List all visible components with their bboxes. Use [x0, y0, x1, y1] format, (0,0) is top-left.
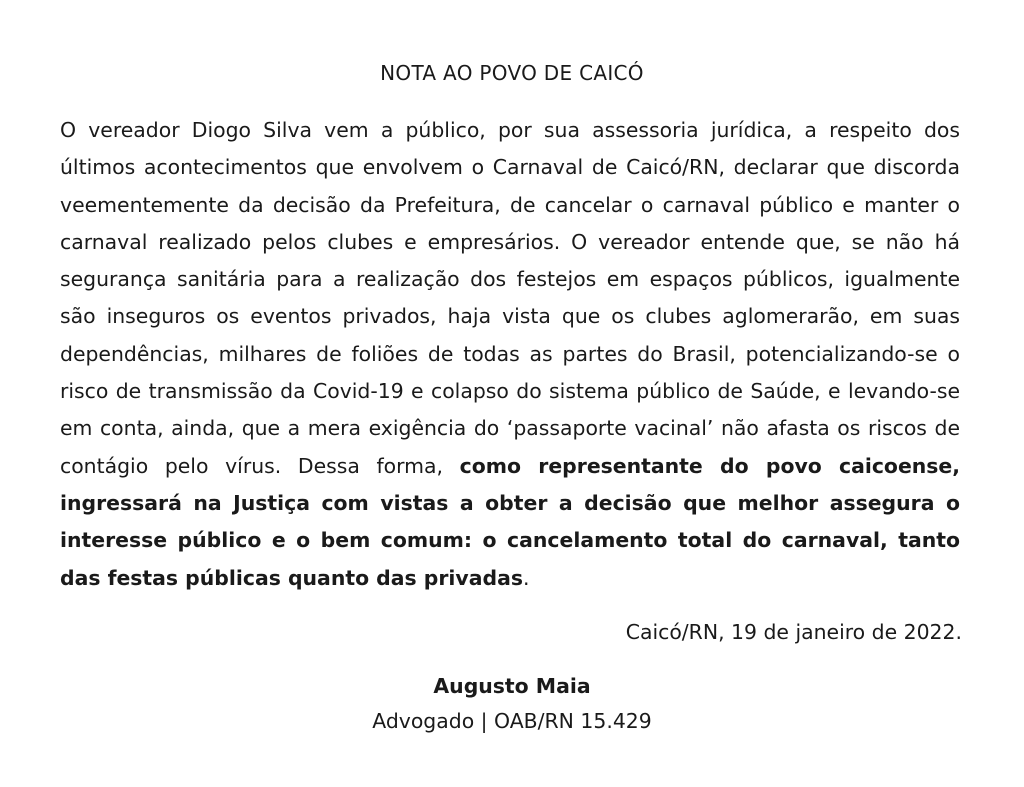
document-title: NOTA AO POVO DE CAICÓ — [380, 61, 644, 85]
signer-name: Augusto Maia — [433, 674, 591, 698]
body-text-normal: O vereador Diogo Silva vem a público, por sua assessoria jurídica, a respeito dos últimos acontecimentos que envolvem o Carnaval de Caicó/RN, declarar que discorda veementemente da decisão da Prefeitura, de cancelar o carnaval público e manter o carnaval realizado pelos clubes e empresários. O vereador entende que, se não há segurança sanitária para a realização dos festejos em espaços públicos, igualmente são inseguros os eventos privados, haja vista que os clubes aglomerarão, em suas dependências, milhares de foliões de todas as partes do Brasil, potencializando-se o risco de transmissão da Covid-19 e colapso do sistema público de Saúde, e levando-se em conta, ainda, que a mera exigência do ‘passaporte vacinal’ não afasta os riscos de contágio pelo vírus. Dessa forma, — [60, 118, 960, 478]
body-text-end: . — [522, 565, 530, 590]
signer-role: Advogado | OAB/RN 15.429 — [372, 709, 652, 733]
date-line: Caicó/RN, 19 de janeiro de 2022. — [625, 620, 962, 644]
note-body — [60, 112, 960, 597]
body-text-bold: como representante do povo caicoense, ingressará na Justiça com vistas a obter a decisão que melhor assegura o interesse público e o bem comum: o cancelamento total do carnaval, tanto das festas públicas quanto das privadas — [60, 453, 960, 590]
